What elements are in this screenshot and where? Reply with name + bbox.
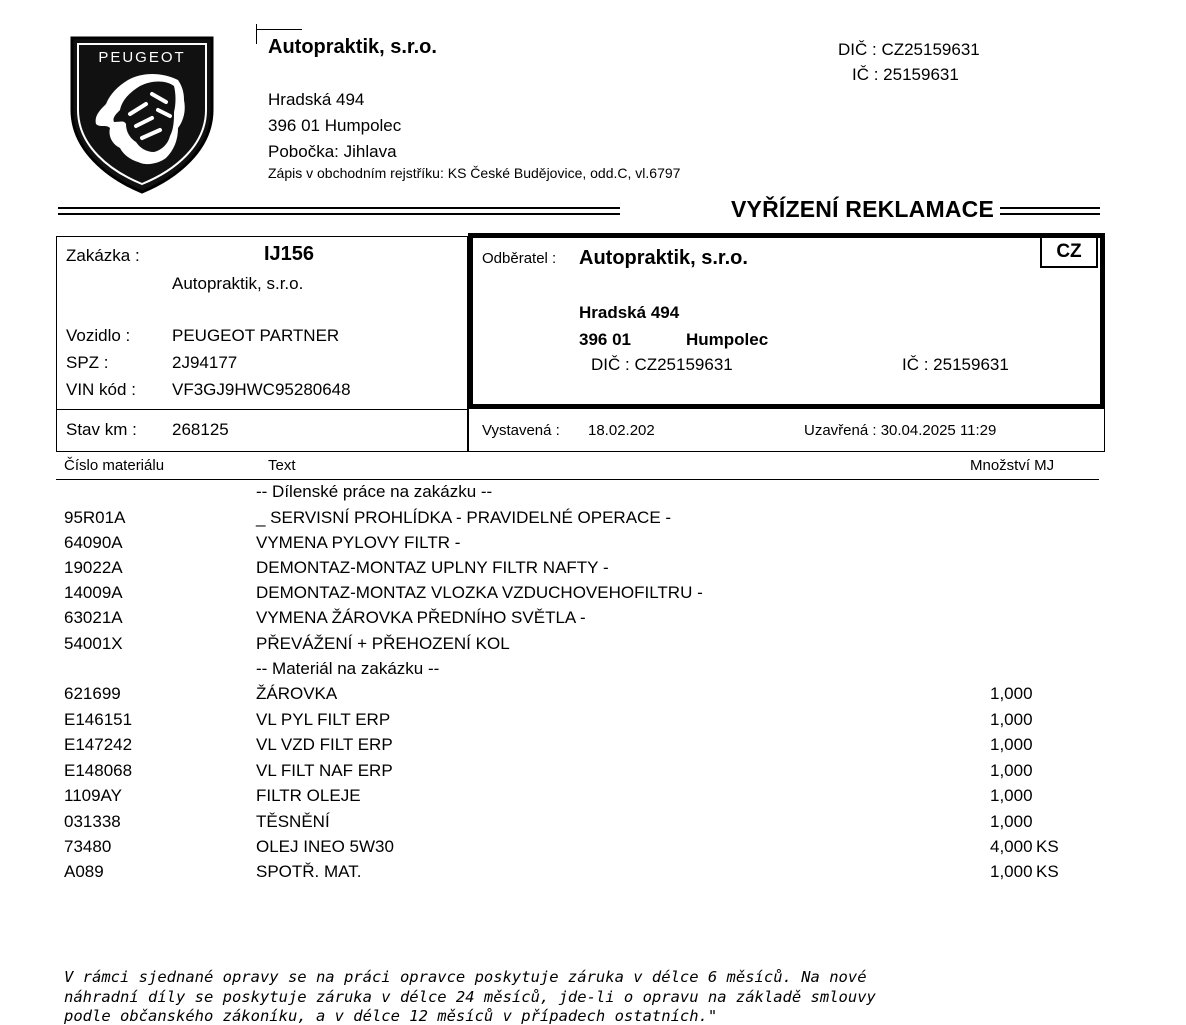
column-header-text: Text: [268, 457, 296, 474]
item-code: 1109AY: [64, 786, 122, 805]
item-text: VYMENA PYLOVY FILTR -: [256, 533, 461, 552]
warranty-note-line-3: podle občanského zákoníku, a v délce 12 měsíců v případech ostatních.": [64, 1007, 718, 1025]
item-text: VYMENA ŽÁROVKA PŘEDNÍHO SVĚTLA -: [256, 608, 586, 627]
item-code: 14009A: [64, 583, 123, 602]
item-code: E148068: [64, 761, 133, 780]
issued-date: 18.02.202: [588, 422, 655, 439]
company-street: Hradská 494: [268, 90, 365, 109]
item-qty: 4,000: [990, 837, 1033, 856]
order-label: Zakázka :: [66, 246, 140, 265]
customer-zip: 396 01: [579, 330, 631, 349]
spz-value: 2J94177: [172, 353, 238, 372]
list-item: [0, 761, 1186, 786]
customer-ic: IČ : 25159631: [902, 355, 1009, 374]
list-item: [0, 659, 1186, 684]
company-dic: DIČ : CZ25159631: [838, 40, 980, 59]
item-qty: 1,000: [990, 862, 1033, 881]
title-rule-right: [1000, 207, 1100, 215]
company-city: 396 01 Humpolec: [268, 116, 402, 135]
customer-city: Humpolec: [686, 330, 769, 349]
item-text: SPOTŘ. MAT.: [256, 862, 362, 881]
warranty-note-line-1: V rámci sjednané opravy se na práci opravce poskytuje záruka v délce 6 měsíců. Na nové: [64, 968, 867, 986]
order-customer: Autopraktik, s.r.o.: [172, 274, 304, 293]
corner-mark-vertical: [256, 24, 257, 44]
list-item: [0, 608, 1186, 633]
customer-box: [468, 233, 1105, 409]
item-code: 19022A: [64, 558, 123, 577]
spz-label: SPZ :: [66, 353, 109, 372]
item-qty: 1,000: [990, 710, 1033, 729]
company-name: Autopraktik, s.r.o.: [268, 36, 437, 58]
item-qty: 1,000: [990, 812, 1033, 831]
logo-text: PEUGEOT: [98, 49, 186, 66]
list-item: [0, 482, 1186, 507]
item-text: VL VZD FILT ERP: [256, 735, 393, 754]
item-qty: 1,000: [990, 684, 1033, 703]
list-item: [0, 862, 1186, 887]
item-qty: 1,000: [990, 761, 1033, 780]
item-code: 031338: [64, 812, 121, 831]
item-text: TĚSNĚNÍ: [256, 812, 330, 831]
list-item: [0, 508, 1186, 533]
item-code: 63021A: [64, 608, 123, 627]
column-header-qty: Množství MJ: [970, 457, 1055, 474]
vehicle-label: Vozidlo :: [66, 326, 131, 345]
vehicle-value: PEUGEOT PARTNER: [172, 326, 340, 345]
title-rule-left: [58, 207, 620, 215]
list-item: [0, 786, 1186, 811]
item-text: FILTR OLEJE: [256, 786, 361, 805]
item-qty: 1,000: [990, 786, 1033, 805]
column-header-material: Číslo materiálu: [64, 457, 165, 474]
customer-name: Autopraktik, s.r.o.: [579, 247, 748, 269]
item-unit: KS: [1036, 862, 1059, 881]
item-code: 621699: [64, 684, 121, 703]
order-number: IJ156: [264, 243, 315, 265]
item-code: E147242: [64, 735, 133, 754]
km-label: Stav km :: [66, 420, 137, 439]
company-branch: Pobočka: Jihlava: [268, 142, 397, 161]
item-text: DEMONTAZ-MONTAZ VLOZKA VZDUCHOVEHOFILTRU -: [256, 583, 703, 602]
list-item: [0, 710, 1186, 735]
item-unit: KS: [1036, 837, 1059, 856]
dates-box: [468, 409, 1105, 452]
vin-value: VF3GJ9HWC95280648: [172, 380, 351, 399]
customer-label: Odběratel :: [482, 250, 557, 267]
list-item: [0, 583, 1186, 608]
item-text: VL FILT NAF ERP: [256, 761, 393, 780]
km-value: 268125: [172, 420, 229, 439]
customer-dic: DIČ : CZ25159631: [591, 355, 733, 374]
item-text: PŘEVÁŽENÍ + PŘEHOZENÍ KOL: [256, 634, 510, 653]
item-text: OLEJ INEO 5W30: [256, 837, 394, 856]
list-item: [0, 533, 1186, 558]
item-code: 73480: [64, 837, 112, 856]
item-text: VL PYL FILT ERP: [256, 710, 391, 729]
vin-label: VIN kód :: [66, 380, 136, 399]
list-item: [0, 634, 1186, 659]
item-text: DEMONTAZ-MONTAZ UPLNY FILTR NAFTY -: [256, 558, 609, 577]
item-qty: 1,000: [990, 735, 1033, 754]
country-badge: CZ: [1040, 236, 1098, 268]
item-text: -- Materiál na zakázku --: [256, 659, 440, 678]
issued-label: Vystavená :: [482, 422, 560, 439]
document-title: VYŘÍZENÍ REKLAMACE: [731, 196, 995, 222]
item-code: 54001X: [64, 634, 123, 653]
peugeot-lion-shield-logo-icon: [66, 32, 218, 196]
item-text: -- Dílenské práce na zakázku --: [256, 482, 493, 501]
list-item: [0, 812, 1186, 837]
company-ic: IČ : 25159631: [852, 65, 959, 84]
list-item: [0, 684, 1186, 709]
company-registry: Zápis v obchodním rejstříku: KS České Budějovice, odd.C, vl.6797: [268, 165, 681, 181]
list-item: [0, 837, 1186, 862]
header-rule: [56, 479, 1099, 480]
item-text: ŽÁROVKA: [256, 684, 338, 703]
warranty-note-line-2: náhradní díly se poskytuje záruka v délce 24 měsíců, jde-li o opravu na základě smlouvy: [64, 988, 876, 1006]
list-item: [0, 558, 1186, 583]
item-code: A089: [64, 862, 104, 881]
box-divider: [56, 409, 468, 410]
list-item: [0, 735, 1186, 760]
closed-date: Uzavřená : 30.04.2025 11:29: [804, 422, 997, 439]
corner-mark: [256, 29, 302, 30]
item-text: _ SERVISNÍ PROHLÍDKA - PRAVIDELNÉ OPERACE -: [256, 508, 672, 527]
item-code: 64090A: [64, 533, 123, 552]
item-code: E146151: [64, 710, 133, 729]
item-code: 95R01A: [64, 508, 126, 527]
customer-street: Hradská 494: [579, 303, 680, 322]
